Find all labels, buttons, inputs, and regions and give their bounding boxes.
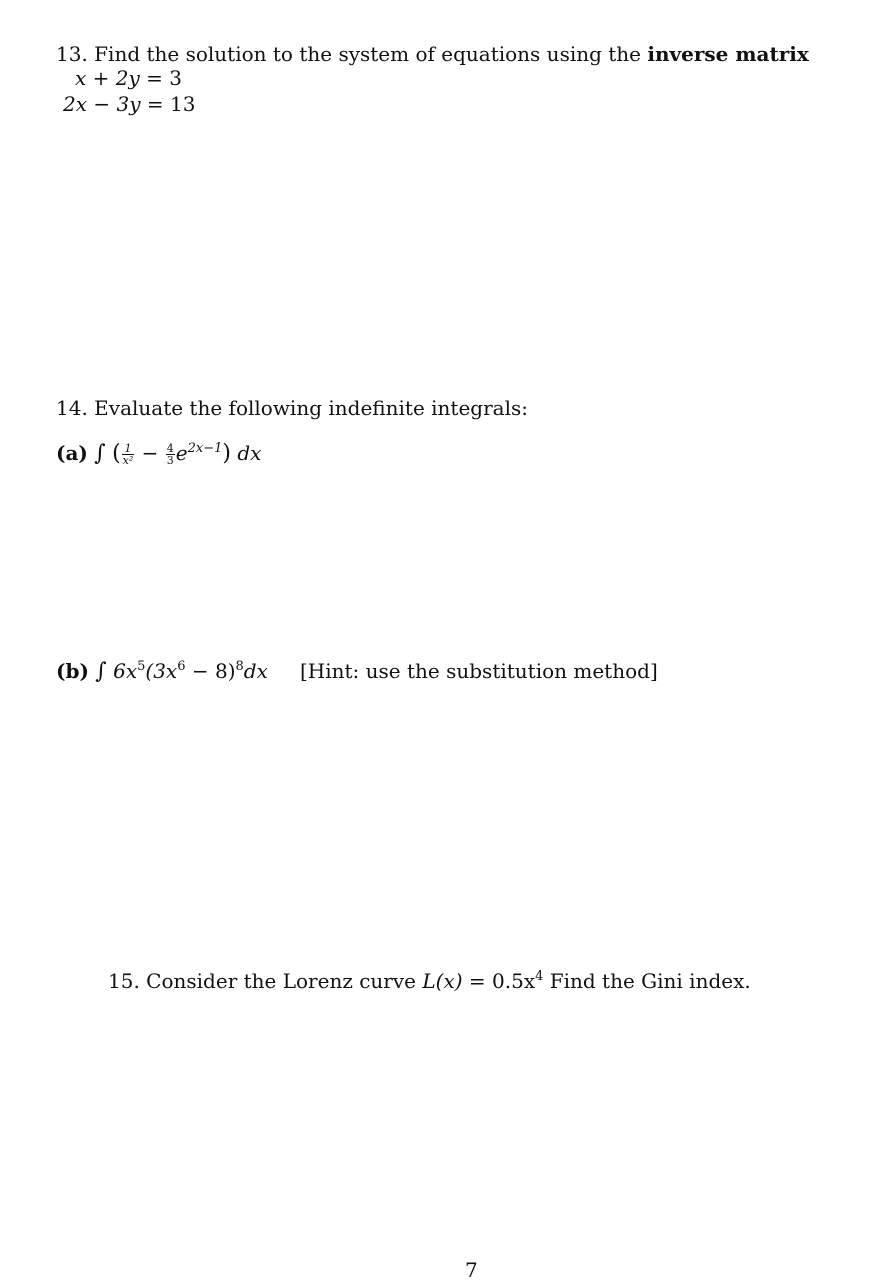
q14b-exp2: 6 [177, 659, 186, 674]
exp-base: e [175, 441, 188, 465]
q14b-exp3: 8 [235, 659, 244, 674]
q13-number: 13. [56, 42, 88, 66]
q14a-dx: dx [237, 441, 262, 465]
q14b-inner-open: (3x [145, 659, 178, 683]
q14b-dx: dx [243, 659, 268, 683]
q14a-label: (a) [56, 441, 88, 465]
q14-number: 14. [56, 396, 88, 420]
open-paren: ( [112, 441, 121, 466]
eq1-constant: 3 [169, 66, 183, 90]
q13-prompt [56, 42, 809, 66]
q15-prompt [108, 969, 751, 993]
frac2-denominator: 3 [166, 454, 174, 467]
page-number: 7 [465, 1258, 478, 1282]
integral-sign: ∫ [94, 441, 106, 466]
q15-tail: Find the Gini index. [549, 969, 751, 993]
q14-prompt [56, 396, 528, 420]
eq1-operator: + [92, 66, 110, 90]
eq1-equals: = [146, 66, 163, 90]
close-paren: ) [222, 441, 231, 466]
fraction-one-over-x-squared [122, 443, 135, 466]
q14b-integral [56, 659, 268, 684]
q13-equation-1 [75, 66, 182, 90]
frac2-numerator: 4 [166, 442, 174, 455]
q15-equation: = 0.5x [468, 969, 536, 993]
exp-power: 2x−1 [187, 441, 223, 456]
minus-sign: − [141, 441, 159, 465]
q14b-inner-rest: − 8) [185, 659, 236, 683]
eq1-term-y: 2y [115, 66, 140, 90]
frac1-denominator: x² [122, 454, 134, 467]
q14-prompt-text: Evaluate the following indefinite integrals: [94, 396, 528, 420]
eq2-operator: − [93, 92, 111, 116]
q15-number: 15. [108, 969, 140, 993]
q14b-hint: [Hint: use the substitution method] [300, 659, 658, 683]
fraction-four-thirds [166, 443, 175, 466]
q15-exponent: 4 [535, 969, 544, 984]
q14a-integral [56, 441, 261, 466]
eq1-term-x: x [75, 66, 87, 90]
q14b-coefficient: 6x [113, 659, 138, 683]
q13-prompt-bold: inverse matrix [647, 42, 809, 66]
integral-sign: ∫ [95, 659, 107, 684]
q15-prompt-text: Consider the Lorenz curve [146, 969, 416, 993]
eq2-constant: 13 [170, 92, 196, 116]
q13-prompt-text: Find the solution to the system of equations using the [94, 42, 642, 66]
frac1-numerator: 1 [122, 443, 135, 455]
q13-equation-2 [63, 92, 195, 116]
q15-curve: L(x) [422, 969, 463, 993]
q14b-label: (b) [56, 659, 89, 683]
eq2-term-x: 2x [63, 92, 88, 116]
eq2-equals: = [146, 92, 164, 116]
eq2-term-y: 3y [116, 92, 141, 116]
q14b-exp1: 5 [137, 659, 146, 674]
